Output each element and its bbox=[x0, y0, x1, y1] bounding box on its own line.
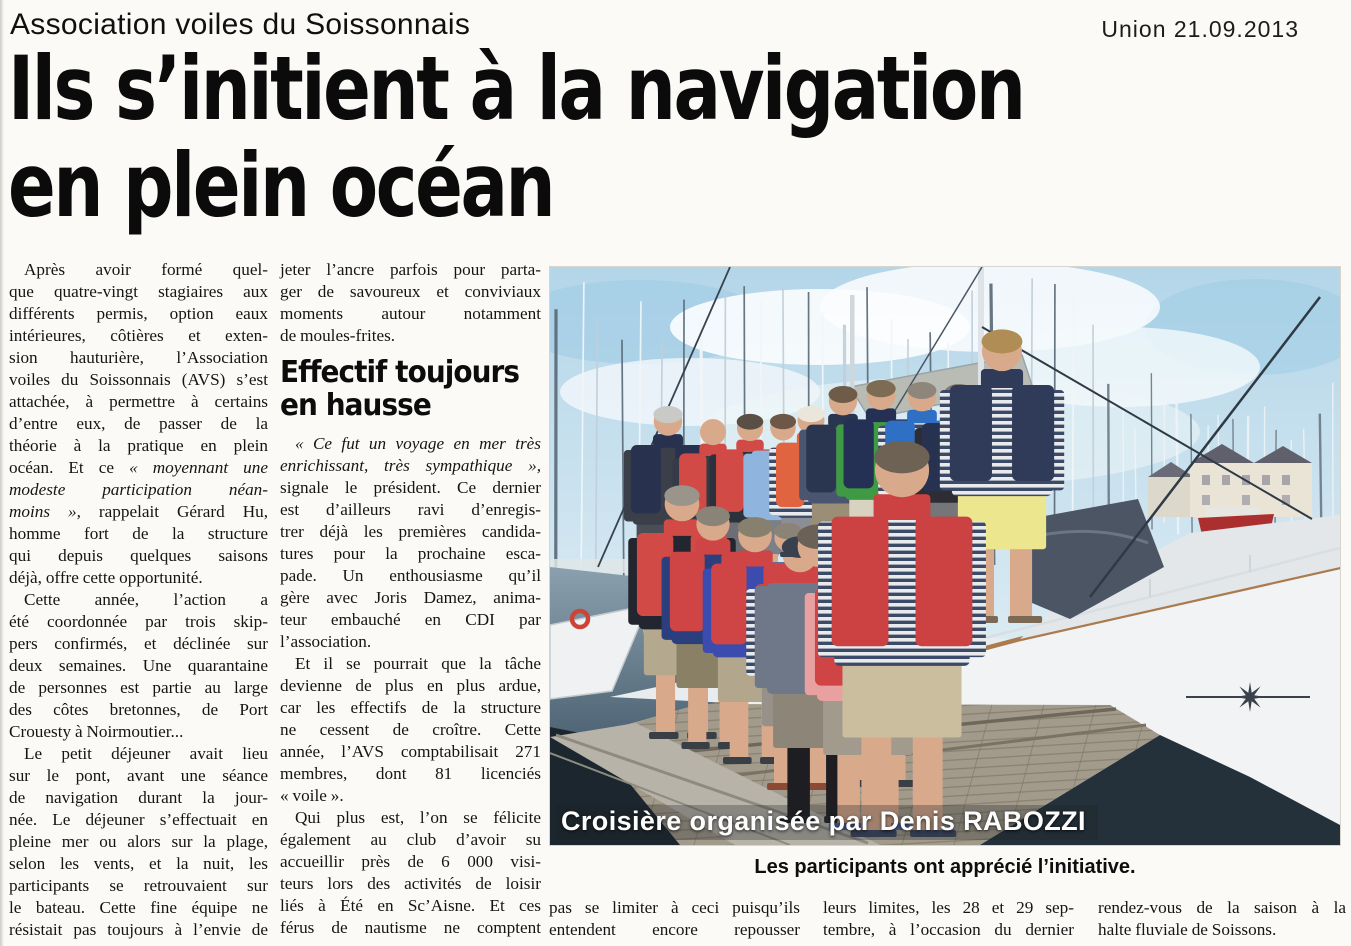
article-line: participants se retrouvaient sur bbox=[9, 876, 268, 895]
article-line: rendez-vous de la saison à la bbox=[1098, 898, 1346, 917]
article-line: Cette année, l’action a bbox=[24, 590, 268, 609]
bottom-column-3 bbox=[1098, 897, 1346, 941]
article-line: liés à Été en Sc’Aisne. Et ces bbox=[280, 896, 541, 915]
article-line: gère avec Joris Damez, anima- bbox=[280, 588, 541, 607]
article-line: également au club d’avoir su bbox=[280, 830, 541, 849]
article-line: d’entre eux, de passer de la bbox=[9, 414, 268, 433]
article-line: Et il se pourrait que la tâche bbox=[295, 654, 541, 673]
paragraph bbox=[280, 807, 541, 939]
article-line: pade. Un enthousiasme qu’il bbox=[280, 566, 541, 585]
article-line: devienne de plus en plus ardue, bbox=[280, 676, 541, 695]
article-line: pas se limiter à ceci puisqu’ils bbox=[549, 898, 800, 917]
article-line: sion hauturière, l’Association bbox=[9, 348, 268, 367]
article-line: trer déjà les premières candida- bbox=[280, 522, 541, 541]
article-line: teur embauché en CDI par bbox=[280, 610, 541, 629]
article-line: le bateau. Cette fine équipe ne bbox=[9, 898, 268, 917]
article-kicker: Association voiles du Soissonnais bbox=[10, 8, 471, 41]
article-line: pers confirmés, et déclinée sur bbox=[9, 634, 268, 653]
article-line: Le petit déjeuner avait lieu bbox=[24, 744, 268, 763]
article-line: accueillir près de 6 000 visi- bbox=[280, 852, 541, 871]
article-photo bbox=[550, 267, 1340, 845]
article-line: halte fluviale de Soissons. bbox=[1098, 920, 1277, 939]
paragraph bbox=[280, 259, 541, 347]
article-line: tures pour la prochaine esca- bbox=[280, 544, 541, 563]
paragraph bbox=[9, 743, 268, 941]
article-line: des côtes bretonnes, de Port bbox=[9, 700, 268, 719]
article-line: « Ce fut un voyage en mer très bbox=[295, 434, 541, 453]
paragraph bbox=[9, 589, 268, 743]
article-line: Qui plus est, l’on se félicite bbox=[295, 808, 541, 827]
photo-caption: Les participants ont apprécié l’initiative. bbox=[754, 856, 1136, 878]
headline-line-2: en plein océan bbox=[8, 134, 554, 237]
article-line: différents permis, option eaux bbox=[9, 304, 268, 323]
paragraph bbox=[9, 259, 268, 589]
article-line: théorie à la pratique en plein bbox=[9, 436, 268, 455]
headline-line-1: Ils s’initient à la navigation bbox=[8, 37, 1024, 140]
photo-overlay-caption: Croisière organisée par Denis RABOZZI bbox=[556, 805, 1098, 840]
article-line: deux semaines. Une quarantaine bbox=[9, 656, 268, 675]
article-line: de navigation durant la jour- bbox=[9, 788, 268, 807]
article-line: l’association. bbox=[280, 632, 372, 651]
article-line: de personnes est partie au large bbox=[9, 678, 268, 697]
article-column-1 bbox=[9, 259, 268, 941]
article-line: de moules-frites. bbox=[280, 326, 396, 345]
bottom-column-1 bbox=[549, 897, 800, 941]
article-line: teurs lors des activités de loisir bbox=[280, 874, 541, 893]
article-line: résistait pas toujours à l’envie de bbox=[9, 920, 268, 939]
article-headline bbox=[8, 37, 1024, 237]
article-line: année, l’AVS comptabilisait 271 bbox=[280, 742, 541, 761]
article-line: voiles du Soissonnais (AVS) s’est bbox=[9, 370, 268, 389]
article-column-2 bbox=[280, 259, 541, 939]
article-line: « voile ». bbox=[280, 786, 344, 805]
article-line: moins », rappelait Gérard Hu, bbox=[9, 502, 268, 521]
article-line: selon les vents, et la nuit, les bbox=[9, 854, 268, 873]
article-line: ne cessent de croître. Cette bbox=[280, 720, 541, 739]
article-line: ger de savoureux et conviviaux bbox=[280, 282, 541, 301]
article-line: membres, dont 81 licenciés bbox=[280, 764, 541, 783]
article-line: que quatre-vingt stagiaires aux bbox=[9, 282, 268, 301]
article-line: moments autour notamment bbox=[280, 304, 541, 323]
article-line: tembre, à l’occasion du dernier bbox=[823, 920, 1074, 939]
bottom-column-2 bbox=[823, 897, 1074, 941]
article-line: attachée, à permettre à certains bbox=[9, 392, 268, 411]
article-line: née. Le déjeuner s’effectuait en bbox=[9, 810, 268, 829]
article-line: été coordonnée par trois skip- bbox=[9, 612, 268, 631]
article-line: modeste participation néan- bbox=[9, 480, 268, 499]
article-line: signale le président. Ce dernier bbox=[280, 478, 541, 497]
article-line: Après avoir formé quel- bbox=[24, 260, 268, 279]
article-line: leurs limites, les 28 et 29 sep- bbox=[823, 898, 1074, 917]
article-line: pleine mer ou alors sur la plage, bbox=[9, 832, 268, 851]
article-line: homme fort de la structure bbox=[9, 524, 268, 543]
publication-date: Union 21.09.2013 bbox=[1101, 16, 1299, 42]
article-line: océan. Et ce « moyennant une bbox=[9, 458, 268, 477]
article-line: qui depuis quelques saisons bbox=[9, 546, 268, 565]
article-line: enrichissant, très sympathique », bbox=[280, 456, 541, 475]
article-line: Crouesty à Noirmoutier... bbox=[9, 722, 184, 741]
paragraph bbox=[280, 653, 541, 807]
article-line: férus de nautisme ne comptent bbox=[280, 918, 541, 937]
article-line: entendent encore repousser bbox=[549, 920, 800, 939]
article-line: est d’ailleurs ravi d’enregis- bbox=[280, 500, 541, 519]
paragraph bbox=[280, 433, 541, 653]
article-line: intérieures, côtières et exten- bbox=[9, 326, 268, 345]
marina-photo-illustration bbox=[550, 267, 1340, 845]
article-line: car les effectifs de la structure bbox=[280, 698, 541, 717]
article-line: sur le pont, avant une séance bbox=[9, 766, 268, 785]
section-subhead: Effectif toujours en hausse bbox=[280, 355, 520, 423]
article-line: jeter l’ancre parfois pour parta- bbox=[280, 260, 541, 279]
article-line: déjà, offre cette opportunité. bbox=[9, 568, 203, 587]
